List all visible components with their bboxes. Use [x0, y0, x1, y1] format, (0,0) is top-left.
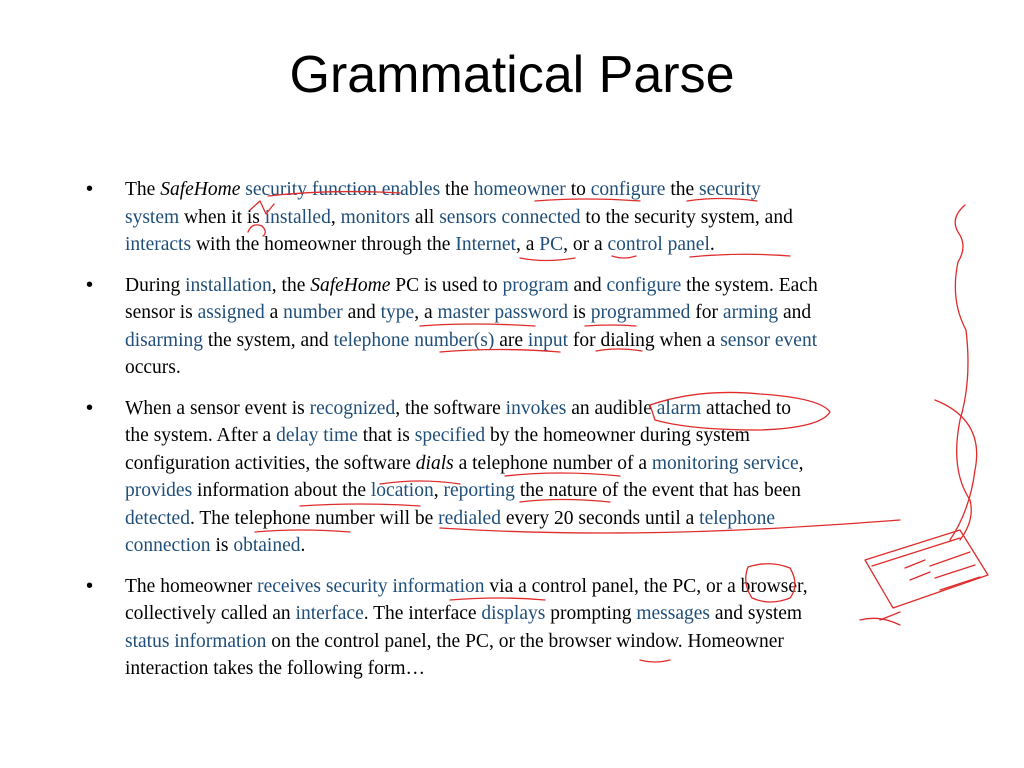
- text-segment: a: [264, 302, 284, 323]
- text-segment: , a: [414, 302, 438, 323]
- text-segment: an audible: [566, 397, 657, 419]
- text-line: [125, 272, 1024, 300]
- bullet-marker: •: [86, 273, 94, 296]
- highlighted-phrase: installed: [264, 206, 331, 228]
- text-segment: prompting: [545, 603, 637, 624]
- text-segment: to the security system, and: [580, 206, 793, 228]
- bullet-marker: •: [86, 396, 94, 419]
- text-segment: by the homeowner during system: [485, 425, 750, 446]
- text-line: [125, 395, 1024, 423]
- text-segment: .: [300, 535, 306, 556]
- text-line: [125, 176, 1024, 204]
- text-line: [125, 422, 1024, 450]
- highlighted-phrase: provides: [125, 480, 193, 501]
- text-segment: , the software: [395, 397, 506, 419]
- text-segment: for: [690, 302, 723, 323]
- text-line: [125, 327, 1024, 355]
- text-line: [125, 231, 1024, 259]
- highlighted-phrase: status information: [125, 630, 267, 652]
- text-segment: is: [568, 302, 591, 323]
- bullet-item: [0, 272, 1024, 382]
- text-segment: to: [565, 179, 591, 200]
- highlighted-phrase: monitors: [340, 206, 410, 228]
- text-segment: the system. Each: [681, 274, 818, 296]
- highlighted-phrase: displays: [481, 603, 546, 624]
- text-segment: PC is used to: [390, 274, 503, 296]
- text-segment: the nature of the event that has been: [514, 480, 801, 501]
- bullet-item: [0, 395, 1024, 560]
- highlighted-phrase: configure: [606, 274, 682, 296]
- text-segment: interaction takes the following form…: [125, 658, 426, 679]
- text-line: [125, 354, 1024, 382]
- italic-phrase: SafeHome: [160, 179, 241, 200]
- highlighted-phrase: telephone: [699, 507, 775, 529]
- bullet-list: [0, 176, 1024, 696]
- text-segment: sensor is: [125, 302, 198, 323]
- highlighted-phrase: obtained: [233, 535, 301, 556]
- highlighted-phrase: reporting: [443, 480, 515, 501]
- text-segment: and: [568, 274, 607, 296]
- highlighted-phrase: telephone number(s): [333, 329, 495, 351]
- highlighted-phrase: system: [125, 206, 180, 228]
- highlighted-phrase: security: [699, 179, 761, 200]
- text-segment: The homeowner: [125, 575, 258, 597]
- highlighted-phrase: alarm: [656, 397, 702, 419]
- text-segment: During: [125, 274, 186, 296]
- highlighted-phrase: sensor event: [720, 329, 818, 351]
- text-segment: via a control panel, the PC, or a browser,: [484, 575, 808, 597]
- text-segment: is: [210, 535, 234, 556]
- text-segment: the system, and: [203, 329, 334, 351]
- highlighted-phrase: connection: [125, 535, 211, 556]
- highlighted-phrase: invokes: [505, 397, 567, 419]
- bullet-marker: •: [86, 178, 94, 200]
- highlighted-phrase: monitoring service: [651, 452, 799, 474]
- highlighted-phrase: Internet: [455, 234, 516, 255]
- text-line: [125, 628, 1024, 656]
- highlighted-phrase: program: [502, 274, 569, 296]
- text-segment: .: [709, 234, 715, 255]
- text-segment: ,: [433, 480, 444, 501]
- text-segment: collectively called an: [125, 603, 296, 624]
- highlighted-phrase: location: [370, 480, 434, 501]
- highlighted-phrase: type: [380, 302, 415, 323]
- text-segment: and: [778, 302, 812, 323]
- text-segment: When a sensor event is: [125, 397, 310, 419]
- text-line: [125, 532, 1024, 560]
- text-segment: that is: [357, 425, 415, 446]
- highlighted-phrase: disarming: [125, 329, 203, 351]
- text-segment: ,: [798, 452, 804, 474]
- bullet-marker: •: [86, 574, 94, 597]
- text-segment: occurs.: [125, 357, 181, 378]
- highlighted-phrase: receives security information: [257, 575, 485, 597]
- highlighted-phrase: control panel: [607, 234, 710, 255]
- text-segment: and: [342, 302, 381, 323]
- text-line: [125, 450, 1024, 478]
- text-segment: attached to: [701, 397, 792, 419]
- text-line: [125, 600, 1024, 628]
- bullet-item: [0, 176, 1024, 259]
- text-line: [125, 655, 1024, 683]
- text-segment: , a: [515, 234, 540, 255]
- text-line: [125, 573, 1024, 601]
- highlighted-phrase: input: [527, 329, 569, 351]
- highlighted-phrase: PC: [539, 234, 564, 255]
- text-segment: , the: [271, 274, 311, 296]
- highlighted-phrase: specified: [414, 425, 486, 446]
- italic-phrase: dials: [415, 452, 454, 474]
- highlighted-phrase: arming: [722, 302, 779, 323]
- highlighted-phrase: number: [283, 302, 343, 323]
- text-segment: information about the: [192, 480, 371, 501]
- text-segment: The: [125, 179, 161, 200]
- text-segment: the: [440, 179, 474, 200]
- text-segment: . The interface: [363, 603, 482, 624]
- text-segment: with the homeowner through the: [191, 234, 456, 255]
- text-segment: a telephone number of a: [453, 452, 652, 474]
- slide-title: Grammatical Parse: [289, 46, 735, 104]
- text-segment: all: [409, 206, 440, 228]
- highlighted-phrase: interacts: [125, 234, 192, 255]
- highlighted-phrase: delay time: [276, 425, 358, 446]
- highlighted-phrase: connected: [501, 206, 581, 228]
- text-segment: on the control panel, the PC, or the browser window. Homeowner: [266, 630, 784, 652]
- text-segment: configuration activities, the software: [125, 452, 416, 474]
- text-segment: every 20 seconds until a: [500, 507, 700, 529]
- text-line: [125, 477, 1024, 505]
- text-segment: when it is: [179, 206, 265, 228]
- highlighted-phrase: security function enables: [240, 179, 441, 200]
- text-segment: ,: [330, 206, 341, 228]
- highlighted-phrase: detected: [125, 507, 190, 529]
- highlighted-phrase: master password: [437, 302, 569, 323]
- highlighted-phrase: assigned: [197, 302, 265, 323]
- text-segment: for dialing when a: [568, 329, 721, 351]
- bullet-item: [0, 573, 1024, 683]
- highlighted-phrase: messages: [636, 603, 710, 624]
- text-segment: . The telephone number will be: [189, 507, 439, 529]
- highlighted-phrase: interface: [295, 603, 364, 624]
- highlighted-phrase: sensors: [439, 206, 497, 228]
- highlighted-phrase: installation: [185, 274, 272, 296]
- highlighted-phrase: redialed: [438, 507, 501, 529]
- highlighted-phrase: recognized: [309, 397, 396, 419]
- italic-phrase: SafeHome: [310, 274, 391, 296]
- highlighted-phrase: configure: [590, 179, 666, 200]
- text-line: [125, 505, 1024, 533]
- text-segment: the system. After a: [125, 425, 277, 446]
- text-segment: and system: [710, 603, 803, 624]
- text-line: [125, 299, 1024, 327]
- highlighted-phrase: programmed: [590, 302, 691, 323]
- text-segment: , or a: [563, 234, 608, 255]
- text-line: [125, 204, 1024, 232]
- highlighted-phrase: homeowner: [473, 179, 566, 200]
- text-segment: the: [665, 179, 700, 200]
- text-segment: are: [494, 329, 528, 351]
